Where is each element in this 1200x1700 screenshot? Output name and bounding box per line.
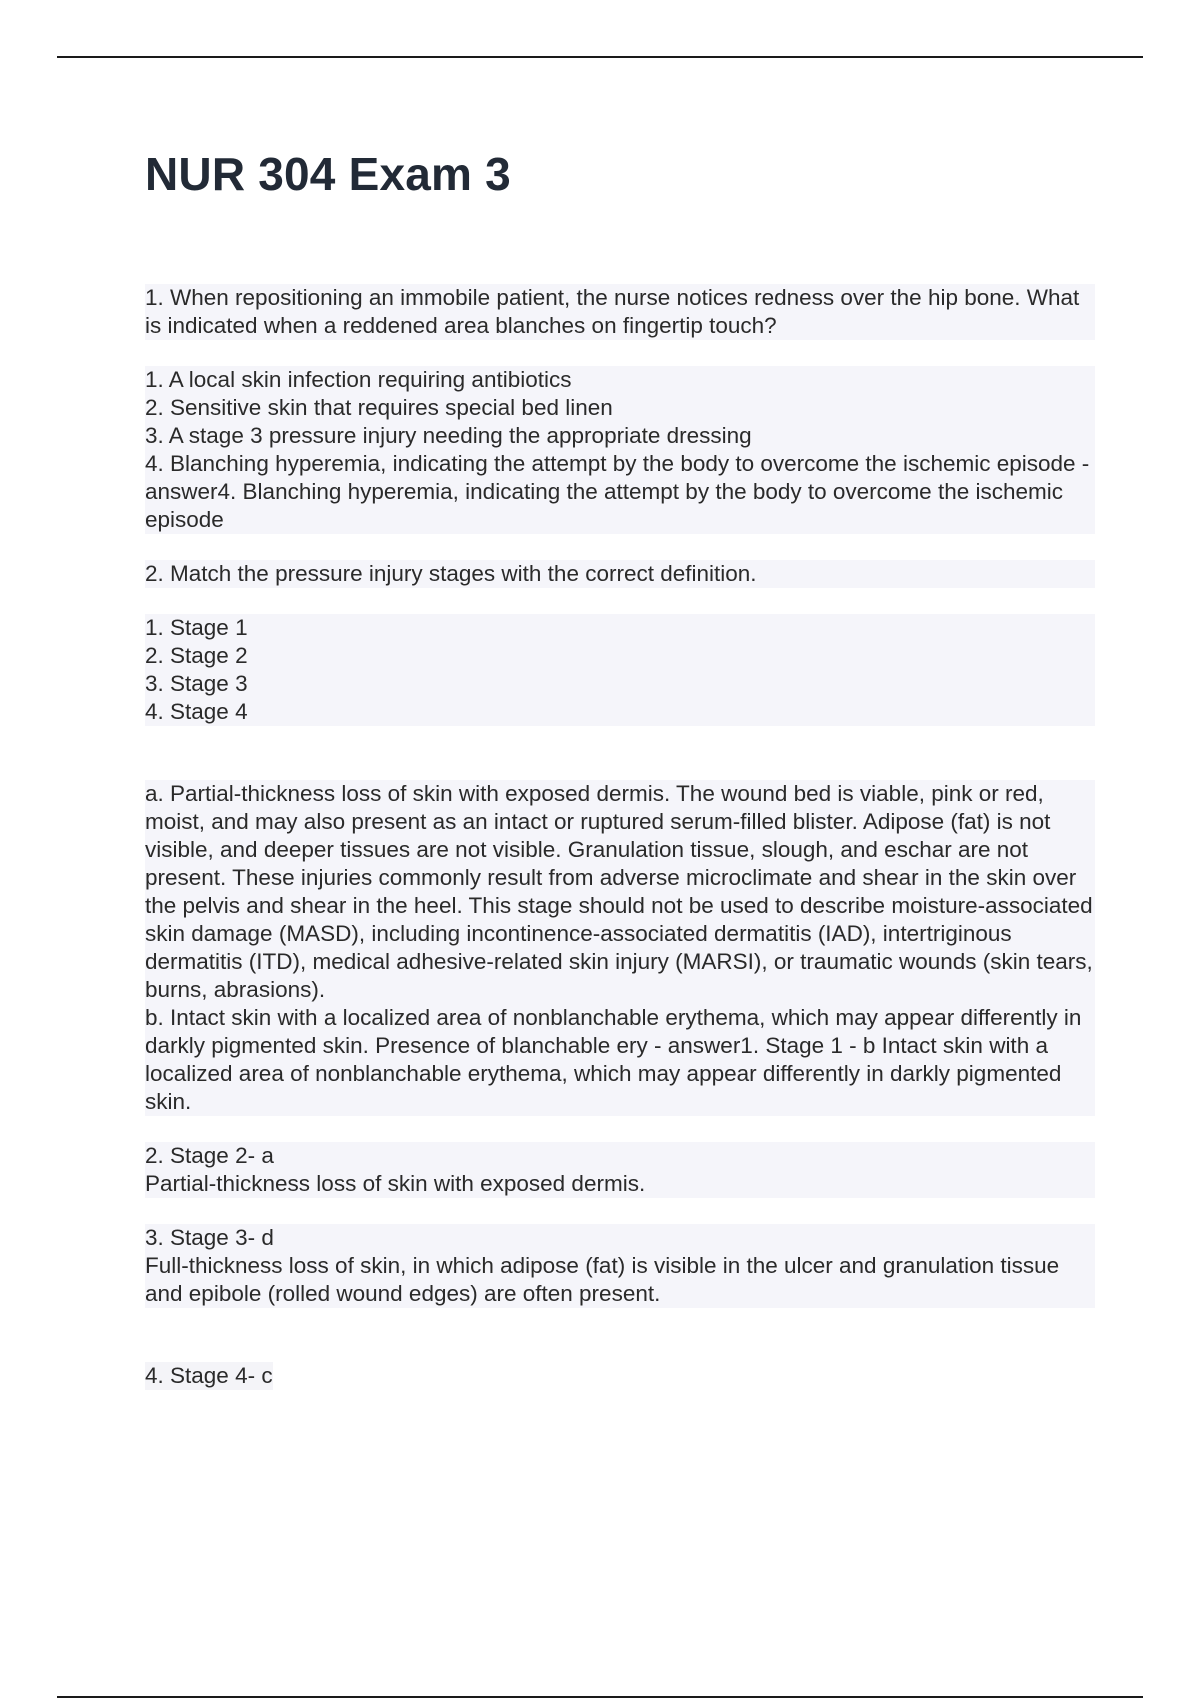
answer-text: Partial-thickness loss of skin with exposed dermis. bbox=[145, 1171, 646, 1196]
option-item: 3. A stage 3 pressure injury needing the appropriate dressing bbox=[145, 423, 752, 448]
answer-stage-2 bbox=[145, 1142, 1095, 1198]
question-1 bbox=[145, 284, 1095, 340]
answer-stage-3 bbox=[145, 1224, 1095, 1308]
question-1-text: 1. When repositioning an immobile patient, the nurse notices redness over the hip bone. What is indicated when a reddened area blanches on fingertip touch? bbox=[145, 285, 1080, 338]
answer-label: 4. Stage 4- c bbox=[145, 1363, 273, 1388]
bottom-rule bbox=[57, 1696, 1143, 1698]
question-1-options bbox=[145, 366, 1095, 534]
option-item: 2. Sensitive skin that requires special bed linen bbox=[145, 395, 613, 420]
stage-item: 2. Stage 2 bbox=[145, 643, 248, 668]
question-2-text: 2. Match the pressure injury stages with the correct definition. bbox=[145, 561, 757, 586]
answer-text: Full-thickness loss of skin, in which adipose (fat) is visible in the ulcer and granulation tissue and epibole (rolled wound edges) are often present. bbox=[145, 1253, 1060, 1306]
option-item-answer: 4. Blanching hyperemia, indicating the attempt by the body to overcome the ischemic episode - answer4. Blanching hyperemia, indicating the attempt by the body to overcome the ischemic episode bbox=[145, 451, 1090, 532]
question-2 bbox=[145, 560, 1095, 588]
definition-list bbox=[145, 780, 1095, 1116]
answer-stage-4 bbox=[145, 1362, 1095, 1390]
stage-item: 1. Stage 1 bbox=[145, 615, 248, 640]
stage-list bbox=[145, 614, 1095, 726]
answer-label: 2. Stage 2- a bbox=[145, 1143, 274, 1168]
stage-item: 4. Stage 4 bbox=[145, 699, 248, 724]
answer-label: 3. Stage 3- d bbox=[145, 1225, 274, 1250]
document-title: NUR 304 Exam 3 bbox=[145, 148, 511, 200]
definition-b: b. Intact skin with a localized area of nonblanchable erythema, which may appear differently in darkly pigmented skin. Presence of blanchable ery - answer1. Stage 1 - b Intact skin with a localized area of nonblanchable erythema, which may appear differently in darkly pigmented skin. bbox=[145, 1005, 1082, 1114]
document-body bbox=[145, 284, 1095, 1390]
definition-a: a. Partial-thickness loss of skin with exposed dermis. The wound bed is viable, pink or red, moist, and may also present as an intact or ruptured serum-filled blister. Adipose (fat) is not visible, and deeper tissues are not visible. Granulation tissue, slough, and eschar are not present. These injuries commonly result from adverse microclimate and shear in the skin over the pelvis and shear in the heel. This stage should not be used to describe moisture-associated skin damage (MASD), including incontinence-associated dermatitis (IAD), intertriginous dermatitis (ITD), medical adhesive-related skin injury (MARSI), or traumatic wounds (skin tears, burns, abrasions). bbox=[145, 781, 1093, 1002]
stage-item: 3. Stage 3 bbox=[145, 671, 248, 696]
top-rule bbox=[57, 56, 1143, 58]
option-item: 1. A local skin infection requiring antibiotics bbox=[145, 367, 572, 392]
